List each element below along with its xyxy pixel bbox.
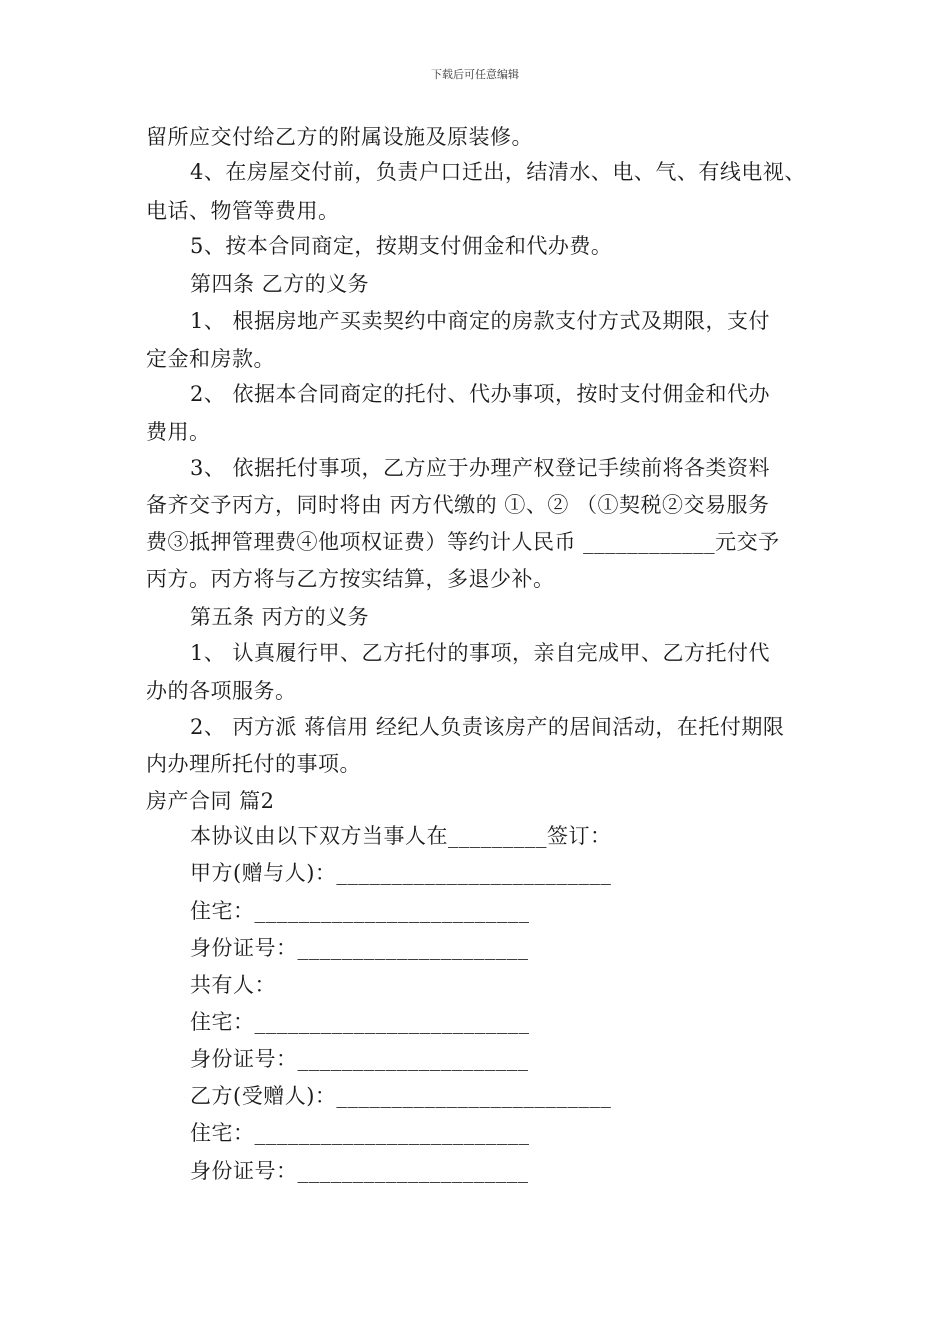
text-line: 费③抵押管理费④他项权证费）等约计人民币 ____________元交予 bbox=[146, 530, 780, 554]
form-field-line: 共有人： bbox=[190, 973, 276, 997]
text-line: 1、 认真履行甲、乙方托付的事项，亲自完成甲、乙方托付代 bbox=[190, 641, 771, 665]
form-field-line: 身份证号：_____________________ bbox=[190, 1047, 529, 1071]
text-line: 丙方。丙方将与乙方按实结算，多退少补。 bbox=[146, 567, 555, 591]
text-line: 5、按本合同商定，按期支付佣金和代办费。 bbox=[190, 234, 613, 258]
text-line: 2、 依据本合同商定的托付、代办事项，按时支付佣金和代办 bbox=[190, 382, 771, 406]
form-field-line: 乙方(受赠人)：_________________________ bbox=[190, 1084, 612, 1108]
form-field-line: 住宅：_________________________ bbox=[190, 1121, 530, 1145]
text-line: 备齐交予丙方，同时将由 丙方代缴的 ①、② （①契税②交易服务 bbox=[146, 493, 770, 517]
text-line: 定金和房款。 bbox=[146, 347, 275, 371]
form-field-line: 住宅：_________________________ bbox=[190, 899, 530, 923]
form-field-line: 身份证号：_____________________ bbox=[190, 1159, 529, 1183]
text-line: 1、 根据房地产买卖契约中商定的房款支付方式及期限，支付 bbox=[190, 309, 771, 333]
text-line: 3、 依据托付事项，乙方应于办理产权登记手续前将各类资料 bbox=[190, 456, 771, 480]
text-line: 费用。 bbox=[146, 420, 211, 444]
text-line: 留所应交付给乙方的附属设施及原装修。 bbox=[146, 125, 533, 149]
form-field-line: 身份证号：_____________________ bbox=[190, 936, 529, 960]
text-line: 内办理所托付的事项。 bbox=[146, 752, 361, 776]
form-field-line: 住宅：_________________________ bbox=[190, 1010, 530, 1034]
page-header: 下载后可任意编辑 bbox=[431, 68, 519, 81]
text-line: 2、 丙方派 蒋信用 经纪人负责该房产的居间活动，在托付期限 bbox=[190, 715, 785, 739]
contract-title: 房产合同 篇2 bbox=[146, 789, 275, 813]
form-field-line: 甲方(赠与人)：_________________________ bbox=[190, 861, 612, 885]
section-heading: 第五条 丙方的义务 bbox=[190, 605, 370, 629]
text-line: 办的各项服务。 bbox=[146, 679, 297, 703]
section-heading: 第四条 乙方的义务 bbox=[190, 272, 370, 296]
text-line: 电话、物管等费用。 bbox=[146, 199, 340, 223]
text-line: 4、在房屋交付前，负责户口迁出，结清水、电、气、有线电视、 bbox=[190, 160, 806, 184]
text-line: 本协议由以下双方当事人在_________签订： bbox=[190, 824, 612, 848]
